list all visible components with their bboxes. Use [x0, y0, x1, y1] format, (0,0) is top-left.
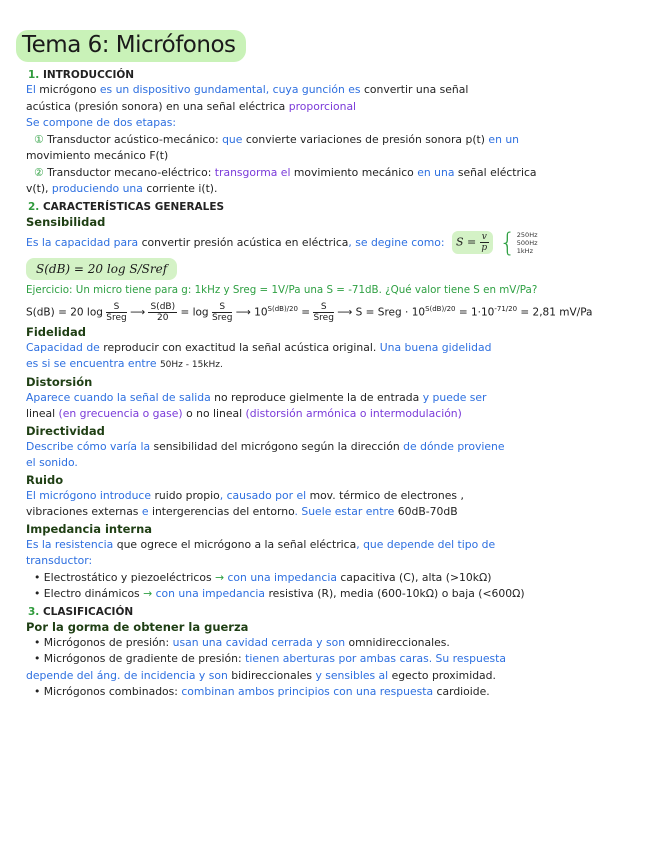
calc-text: 10	[254, 306, 268, 319]
text-span: cardioide.	[436, 685, 490, 698]
text-span: , causado por el	[219, 488, 307, 502]
text-span: transductor:	[26, 554, 93, 567]
exercise-calculation	[26, 298, 642, 324]
calc-result: = 2,81 mV/Pa	[520, 306, 593, 319]
calc-text: =	[301, 306, 311, 319]
subheading-impedancia: Impedancia interna	[26, 521, 153, 536]
text-span: Se compone de dos etapas:	[26, 116, 177, 129]
text-span: Transductor acústico-mecánico:	[47, 132, 219, 146]
text-span: corriente i(t).	[146, 182, 218, 195]
fraction-numerator: S	[106, 302, 126, 313]
frequency-list	[499, 227, 538, 258]
section-heading-introduccion	[28, 68, 642, 82]
text-span: que	[222, 132, 243, 146]
list-item: • Micrógonos de presión:	[34, 635, 170, 649]
calc-fraction	[212, 302, 232, 323]
arrow-right-icon: →	[215, 570, 225, 584]
subheading-fidelidad: Fidelidad	[26, 324, 86, 339]
text-span: Una buena gidelidad	[379, 340, 492, 354]
text-span: tienen aberturas por ambas caras. Su respuesta	[245, 652, 506, 665]
section-heading-caracteristicas	[28, 200, 642, 214]
text-span: reproducir con exactitud la señal acústica original.	[103, 340, 377, 354]
text-span: El	[26, 83, 36, 96]
calc-text: S(dB) = 20 log	[26, 306, 103, 319]
fraction-numerator: S	[212, 302, 232, 313]
calc-text: = log	[180, 306, 209, 319]
text-span: convierte variaciones de presión sonora p(t)	[245, 132, 485, 146]
ruido-paragraph	[26, 488, 642, 521]
text-span: 60dB-70dB	[397, 505, 458, 518]
section-title: CARACTERÍSTICAS GENERALES	[42, 200, 225, 213]
text-span: en una	[417, 165, 455, 179]
text-span: usan una cavidad cerrada y son	[172, 635, 346, 649]
text-span: en un	[488, 132, 520, 146]
text-span: con una impedancia	[227, 570, 337, 584]
formula-fraction	[480, 232, 489, 253]
fraction-numerator: v	[481, 232, 487, 242]
text-span: combinan ambos principios con una respuesta	[181, 685, 434, 698]
text-span: , que depende del tipo de	[356, 537, 496, 551]
clasificacion-paragraph	[26, 635, 642, 701]
text-span: Describe cómo varía la	[26, 439, 151, 453]
text-span: movimiento mecánico F(t)	[26, 149, 169, 162]
section-title: CLASIFICACIÓN	[42, 605, 134, 618]
fraction-numerator: S(dB)	[150, 302, 176, 312]
text-span: micrógono	[39, 83, 97, 96]
text-span: según la dirección	[301, 439, 400, 453]
arrow-right-icon: ⟶	[130, 306, 146, 319]
impedancia-paragraph	[26, 537, 642, 603]
text-span: , cuya gunción es	[265, 83, 361, 96]
page-title: Tema 6: Micrófonos	[16, 30, 246, 62]
text-span: 50Hz - 15kHz.	[159, 360, 223, 370]
step-number: ①	[34, 132, 44, 146]
text-span: el sonido.	[26, 456, 78, 469]
frequency-item: 1kHz	[516, 246, 533, 255]
sensibilidad-paragraph	[26, 227, 642, 258]
brace-icon: {	[499, 227, 516, 258]
text-span: ruido propio	[154, 488, 220, 502]
formula-lhs: S =	[455, 235, 477, 249]
text-span: proporcional	[288, 99, 357, 113]
text-span: transgorma el	[214, 165, 291, 179]
list-item: • Electrostático y piezoeléctricos	[34, 570, 212, 584]
text-span: movimiento mecánico	[293, 165, 414, 179]
text-span: (distorsión armónica o intermodulación)	[245, 407, 462, 420]
text-span: de dónde proviene	[403, 439, 505, 453]
calc-fraction	[148, 302, 177, 323]
fraction-denominator: Sreg	[106, 313, 127, 323]
frequency-item: 500Hz	[516, 238, 538, 247]
text-span: , se degine como:	[348, 235, 445, 249]
arrow-right-icon: ⟶	[337, 306, 353, 319]
text-span: Capacidad de	[26, 340, 100, 354]
text-span: Es la resistencia	[26, 537, 114, 551]
fidelidad-paragraph	[26, 340, 642, 374]
calc-text: S = Sreg · 10	[355, 306, 426, 319]
text-span: Es la capacidad para	[26, 235, 139, 249]
calc-fraction	[313, 302, 333, 323]
section-number: 2.	[28, 200, 40, 213]
section-title: INTRODUCCIÓN	[42, 69, 135, 81]
step-number: ②	[34, 165, 44, 179]
text-span: acústica (presión sonora) en una señal eléctrica	[26, 99, 286, 113]
list-item: • Electro dinámicos	[34, 587, 140, 600]
distorsion-paragraph	[26, 390, 642, 423]
text-span: resistiva (R), media (600-10kΩ) o baja (<600Ω)	[268, 587, 525, 600]
fraction-denominator: Sreg	[313, 313, 334, 323]
subheading-ruido: Ruido	[26, 472, 64, 487]
intro-paragraph	[26, 82, 642, 198]
text-span: convertir presión acústica en eléctrica	[141, 235, 349, 249]
subheading-sensibilidad: Sensibilidad	[26, 214, 106, 229]
frequency-items	[517, 231, 538, 255]
db-formula-row	[26, 258, 642, 280]
text-span: sensibilidad del micrógono	[153, 439, 298, 453]
fraction-numerator: S	[313, 302, 333, 313]
text-span: Transductor mecano-eléctrico:	[47, 165, 212, 179]
arrow-right-icon: →	[143, 587, 153, 600]
text-span: intergerencias del entorno	[151, 505, 295, 518]
directividad-paragraph	[26, 439, 642, 472]
text-span: (en grecuencia o gase)	[58, 407, 183, 420]
fraction-denominator: p	[481, 243, 488, 253]
fraction-denominator: 20	[157, 313, 169, 323]
calc-text: = 1·10	[458, 306, 495, 319]
text-span: y sensibles al	[315, 668, 389, 682]
text-span: egecto proximidad.	[391, 668, 496, 682]
text-span: produciendo una	[51, 182, 143, 195]
section-number: 3.	[28, 605, 40, 618]
calc-fraction	[106, 302, 126, 323]
text-span: El micrógono introduce	[26, 488, 152, 502]
arrow-right-icon: ⟶	[235, 306, 251, 319]
text-span: lineal	[26, 407, 56, 420]
text-span: Aparece cuando la señal de salida	[26, 390, 211, 404]
list-item: • Micrógonos combinados:	[34, 685, 178, 698]
text-span: convertir una señal	[363, 83, 469, 96]
text-span: omnidireccionales.	[348, 635, 450, 649]
section-heading-clasificacion	[28, 605, 642, 619]
text-span: es si se encuentra entre	[26, 357, 157, 370]
text-span: capacitiva (C), alta (>10kΩ)	[340, 570, 492, 584]
calc-exponent: S(dB)/20	[425, 305, 456, 313]
calc-exponent: -71/20	[494, 305, 518, 313]
subheading-directividad: Directividad	[26, 423, 105, 438]
text-span: v(t),	[26, 182, 49, 195]
calc-exponent: S(dB)/20	[267, 305, 298, 313]
text-span: . Suele estar entre	[294, 505, 395, 518]
text-span: señal eléctrica	[457, 165, 537, 179]
subheading-forma-fuerza: Por la gorma de obtener la guerza	[26, 619, 249, 634]
text-span: es un dispositivo gundamental	[99, 83, 266, 96]
exercise-statement: Ejercicio: Un micro tiene para g: 1kHz y Sreg = 1V/Pa una S = -71dB. ¿Qué valor tiene S en mV/Pa?	[26, 283, 538, 296]
section-number: 1.	[28, 69, 40, 81]
list-item: • Micrógonos de gradiente de presión:	[34, 652, 242, 665]
sensitivity-formula	[452, 231, 493, 254]
fraction-denominator: Sreg	[211, 313, 233, 323]
text-span: e	[141, 505, 149, 518]
text-span: que ogrece el micrógono a la señal eléctrica	[116, 537, 357, 551]
text-span: depende del áng. de incidencia y son	[26, 668, 228, 682]
text-span: con una impedancia	[155, 587, 266, 600]
text-span: mov. térmico de electrones ,	[309, 488, 464, 502]
text-span: vibraciones externas	[26, 505, 139, 518]
subheading-distorsion: Distorsión	[26, 374, 93, 389]
text-span: bidireccionales	[231, 668, 312, 682]
text-span: y puede ser	[422, 390, 487, 404]
text-span: no reproduce gielmente la de entrada	[214, 390, 420, 404]
text-span: o no lineal	[186, 407, 243, 420]
frequency-item: 250Hz	[516, 230, 538, 239]
db-formula: S(dB) = 20 log S/Sref	[26, 258, 177, 280]
